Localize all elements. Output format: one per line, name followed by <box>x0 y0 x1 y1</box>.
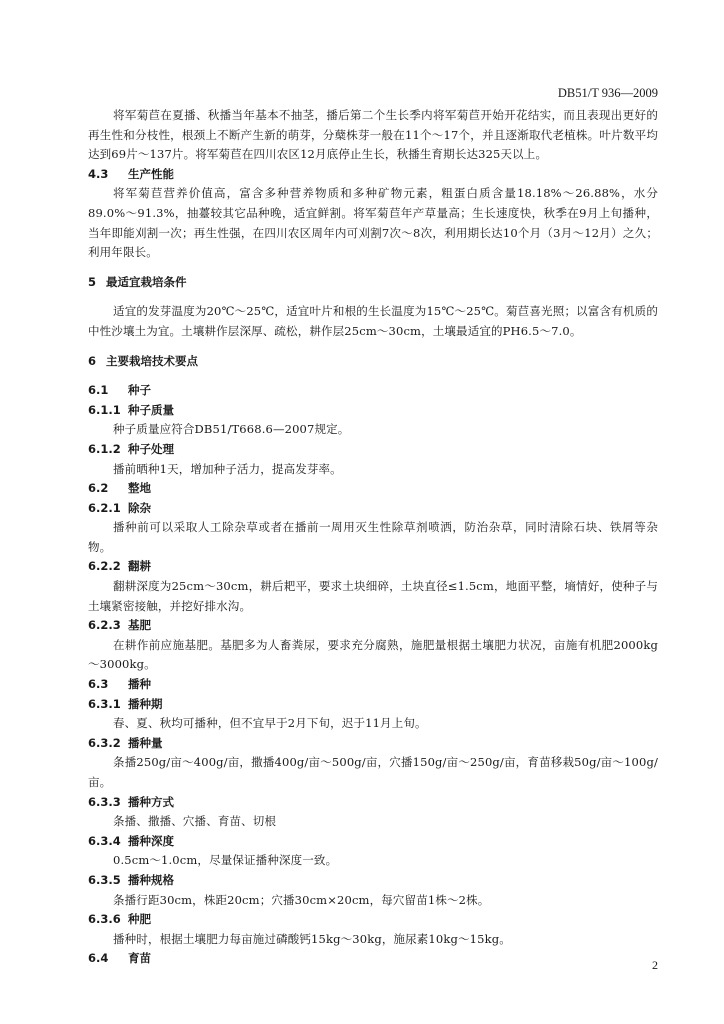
section-title: 育苗 <box>128 951 151 966</box>
section-title: 基肥 <box>128 618 151 633</box>
page-number: 2 <box>652 958 658 972</box>
section-number: 6.3.6 <box>88 912 121 927</box>
section-heading-6-2-2 <box>88 557 658 577</box>
section-text-6-1-2: 播前晒种1天，增加种子活力，提高发芽率。 <box>113 461 342 476</box>
section-heading-6-2-1 <box>88 499 658 519</box>
section-text-4-3: 将军菊苣营养价值高，富含多种营养物质和多种矿物元素，粗蛋白质含量18.18%～26.88%，水分89.0%～91.3%，抽薹较其它品种晚，适宜鲜割。将军菊苣年产草量高；生长速度快，秋季在9月上旬播种，当年即能刈割一次；再生性强，在四川农区周年内可刈割7次～8次，利用期长达10个月（3月～12月）之久；利用年限长。 <box>88 186 658 260</box>
section-text-6-3-5: 条播行距30cm，株距20cm；穴播30cm×20cm，每穴留苗1株～2株。 <box>113 892 490 907</box>
section-number: 6.2 <box>88 481 109 496</box>
section-number: 6.3.3 <box>88 794 121 809</box>
section-number: 6.4 <box>88 951 109 966</box>
section-title: 除杂 <box>128 500 151 515</box>
intro-paragraph: 将军菊苣在夏播、秋播当年基本不抽茎，播后第二个生长季内将军菊苣开始开花结实，而且表现出更好的再生性和分枝性，根颈上不断产生新的萌芽，分蘖株芽一般在11个～17个，并且逐渐取代老植株。叶片数平均达到69片～137片。将军菊苣在四川农区12月底停止生长，秋播生育期长达325天以上。 <box>88 108 658 162</box>
section-number: 6.3.1 <box>88 696 121 711</box>
section-heading-6-3-2 <box>88 734 658 754</box>
section-title: 播种深度 <box>128 833 174 848</box>
section-text-6-2-2: 翻耕深度为25cm～30cm，耕后耙平，要求土块细碎，土块直径≤1.5cm，地面平整，墒情好，使种子与土壤紧密接触，并挖好排水沟。 <box>88 579 658 613</box>
section-title: 主要栽培技术要点 <box>106 353 198 368</box>
section-heading-6-1 <box>88 381 658 401</box>
section-heading-6-2-3 <box>88 616 658 636</box>
section-number: 5 <box>88 274 97 289</box>
section-number: 6.1 <box>88 383 109 398</box>
section-title: 整地 <box>128 481 151 496</box>
section-heading-6-1-1 <box>88 401 658 421</box>
section-heading-5 <box>88 273 658 293</box>
section-title: 种肥 <box>128 912 151 927</box>
section-text-6-3-3: 条播、撒播、穴播、育苗、切根 <box>113 814 277 829</box>
section-title: 种子质量 <box>128 402 174 417</box>
section-heading-6-1-2 <box>88 440 658 460</box>
section-title: 种子处理 <box>128 441 174 456</box>
section-title: 生产性能 <box>128 166 174 181</box>
section-text-6-3-1: 春、夏、秋均可播种，但不宜早于2月下旬，迟于11月上旬。 <box>113 716 427 731</box>
section-heading-6-3-3 <box>88 793 658 813</box>
document-code: DB51/T 936—2009 <box>557 86 658 100</box>
section-heading-6-3 <box>88 675 658 695</box>
section-heading-6-3-6 <box>88 910 658 930</box>
section-heading-6-3-4 <box>88 832 658 852</box>
section-number: 6.3.4 <box>88 833 121 848</box>
section-text-6-2-3: 在耕作前应施基肥。基肥多为人畜粪尿，要求充分腐熟，施肥量根据土壤肥力状况，亩施有机肥2000kg～3000kg。 <box>88 637 658 672</box>
section-number: 6.1.1 <box>88 402 121 417</box>
section-title: 播种规格 <box>128 872 174 887</box>
section-heading-6-3-5 <box>88 871 658 891</box>
section-number: 6.2.2 <box>88 559 121 574</box>
section-heading-6-4 <box>88 949 658 969</box>
section-heading-4-3 <box>88 165 658 185</box>
section-title: 最适宜栽培条件 <box>106 274 187 289</box>
section-title: 播种方式 <box>128 794 174 809</box>
section-title: 播种期 <box>128 696 163 711</box>
section-number: 6.1.2 <box>88 441 121 456</box>
section-number: 6 <box>88 353 97 368</box>
section-text-5: 适宜的发芽温度为20℃～25℃，适宜叶片和根的生长温度为15℃～25℃。菊苣喜光照；以富含有机质的中性沙壤土为宜。土壤耕作层深厚、疏松，耕作层25cm～30cm，土壤最适宜的PH6.5～7.0。 <box>88 304 658 338</box>
document-body <box>88 106 658 969</box>
section-title: 播种 <box>128 677 151 692</box>
section-text-6-2-1: 播种前可以采取人工除杂草或者在播前一周用灭生性除草剂喷洒，防治杂草，同时清除石块、铁屑等杂物。 <box>88 520 658 554</box>
section-number: 4.3 <box>88 166 109 181</box>
section-title: 播种量 <box>128 735 163 750</box>
section-number: 6.2.1 <box>88 500 121 515</box>
section-heading-6-3-1 <box>88 695 658 715</box>
section-title: 翻耕 <box>128 559 151 574</box>
section-title: 种子 <box>128 383 151 398</box>
section-number: 6.3 <box>88 677 109 692</box>
section-number: 6.2.3 <box>88 618 121 633</box>
section-text-6-3-2: 条播250g/亩～400g/亩，撒播400g/亩～500g/亩，穴播150g/亩～250g/亩，育苗移栽50g/亩～100g/亩。 <box>88 755 658 789</box>
section-heading-6 <box>88 352 658 372</box>
section-number: 6.3.5 <box>88 872 121 887</box>
section-text-6-3-4: 0.5cm～1.0cm，尽量保证播种深度一致。 <box>113 853 338 868</box>
section-text-6-3-6: 播种时，根据土壤肥力每亩施过磷酸钙15kg～30kg，施尿素10kg～15kg。 <box>113 931 511 946</box>
section-heading-6-2 <box>88 479 658 499</box>
section-number: 6.3.2 <box>88 735 121 750</box>
section-text-6-1-1: 种子质量应符合DB51/T668.6—2007规定。 <box>113 422 350 437</box>
